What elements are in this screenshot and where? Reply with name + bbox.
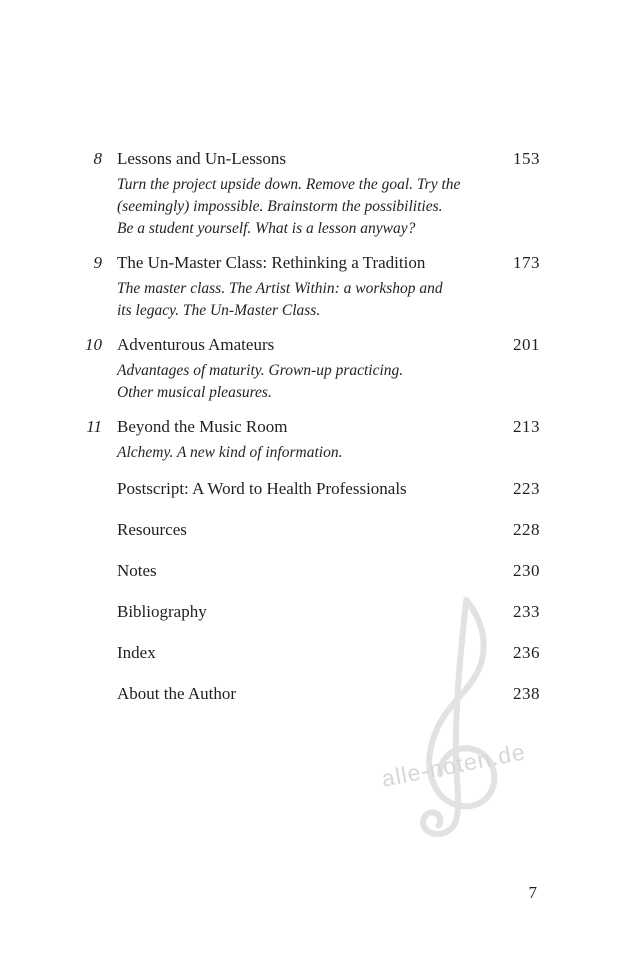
chapter-page-number: 153 (513, 149, 540, 168)
back-matter-entry (117, 683, 540, 705)
toc-entry (84, 252, 540, 322)
chapter-number: 10 (85, 335, 102, 354)
back-matter-entry (117, 601, 540, 623)
back-matter-entry (117, 478, 540, 500)
back-matter-entry (117, 560, 540, 582)
chapter-title: The Un-Master Class: Rethinking a Tradition (117, 253, 426, 272)
backmatter-page-number: 233 (513, 602, 540, 621)
chapter-page-number: 173 (513, 253, 540, 272)
backmatter-page-number: 238 (513, 684, 540, 703)
description-line: Alchemy. A new kind of information. (117, 444, 343, 461)
chapter-page-number: 201 (513, 335, 540, 354)
watermark-text: alle-noten.de (379, 738, 528, 792)
back-matter-list (84, 478, 540, 705)
backmatter-page-number: 228 (513, 520, 540, 539)
chapter-title: Beyond the Music Room (117, 417, 288, 436)
backmatter-page-number: 223 (513, 479, 540, 498)
chapter-page-number: 213 (513, 417, 540, 436)
chapter-number: 11 (86, 417, 102, 436)
table-of-contents (84, 148, 540, 724)
chapter-title: Adventurous Amateurs (117, 335, 275, 354)
page-number: 7 (528, 883, 537, 902)
backmatter-title: Notes (117, 561, 157, 580)
backmatter-title: Resources (117, 520, 187, 539)
chapter-number: 8 (93, 149, 102, 168)
chapter-description (117, 278, 540, 322)
chapter-title: Lessons and Un-Lessons (117, 149, 287, 168)
back-matter-entry (117, 519, 540, 541)
chapter-description (117, 360, 540, 404)
backmatter-page-number: 236 (513, 643, 540, 662)
description-line: (seemingly) impossible. Brainstorm the possibilities. (117, 198, 443, 215)
backmatter-title: Postscript: A Word to Health Professionals (117, 479, 407, 498)
chapter-number: 9 (93, 253, 102, 272)
backmatter-title: Index (117, 643, 156, 662)
description-line: Be a student yourself. What is a lesson anyway? (117, 220, 416, 237)
backmatter-page-number: 230 (513, 561, 540, 580)
description-line: its legacy. The Un-Master Class. (117, 302, 321, 319)
backmatter-title: About the Author (117, 684, 236, 703)
toc-entry (84, 334, 540, 404)
toc-entry (84, 416, 540, 464)
description-line: Advantages of maturity. Grown-up practicing. (117, 362, 404, 379)
back-matter-entry (117, 642, 540, 664)
chapter-description (117, 442, 540, 464)
chapter-description (117, 174, 540, 240)
description-line: Turn the project upside down. Remove the goal. Try the (117, 176, 461, 193)
toc-entry (84, 148, 540, 240)
description-line: The master class. The Artist Within: a workshop and (117, 280, 443, 297)
backmatter-title: Bibliography (117, 602, 207, 621)
description-line: Other musical pleasures. (117, 384, 272, 401)
